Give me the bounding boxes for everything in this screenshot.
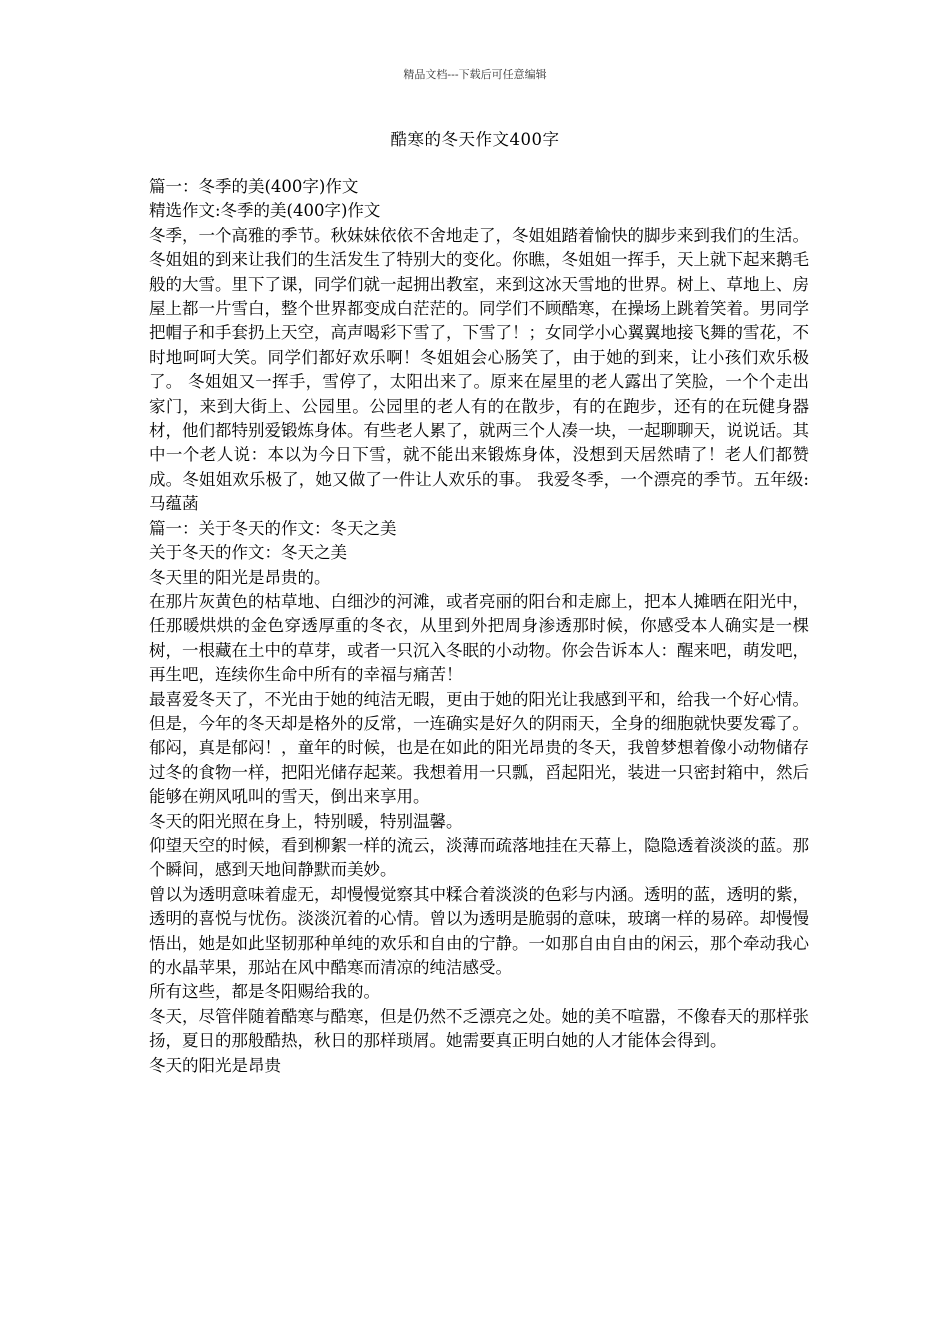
body-paragraph: 在那片灰黄色的枯草地、白细沙的河滩，或者亮丽的阳台和走廊上，把本人摊晒在阳光中，任那暖烘烘的金色穿透厚重的冬衣，从里到外把周身渗透那时候，你感受本人确实是一棵树，一根藏在土中的草芽，或者一只沉入冬眠的小动物。你会告诉本人：醒来吧，萌发吧，再生吧，连续你生命中所有的幸福与痛苦！ [149,591,809,685]
body-paragraph: 冬天，尽管伴随着酷寒与酷寒，但是仍然不乏漂亮之处。她的美不喧嚣，不像春天的那样张扬，夏日的那般酷热，秋日的那样琐屑。她需要真正明白她的人才能体会得到。 [149,1006,809,1051]
document-title: 酷寒的冬天作文400字 [390,130,560,149]
document-body [149,175,809,1078]
body-paragraph: 最喜爱冬天了，不光由于她的纯洁无暇，更由于她的阳光让我感到平和，给我一个好心情。但是，今年的冬天却是格外的反常，一连确实是好久的阴雨天，全身的细胞就快要发霉了。郁闷，真是郁闷！，童年的时候，也是在如此的阳光昂贵的冬天，我曾梦想着像小动物储存过冬的食物一样，把阳光储存起莱。我想着用一只瓢，舀起阳光，装进一只密封箱中，然后能够在朔风吼叫的雪天，倒出来享用。 [149,689,809,807]
section-subheading: 关于冬天的作文：冬天之美 [149,543,347,563]
section-subheading: 精选作文:冬季的美(400字)作文 [149,201,381,221]
section-heading: 篇一：关于冬天的作文：冬天之美 [149,518,397,538]
body-paragraph: 所有这些，都是冬阳赐给我的。 [149,982,380,1002]
body-paragraph: 冬天的阳光是昂贵 [149,1055,281,1075]
section-heading: 篇一：冬季的美(400字)作文 [149,177,359,196]
body-paragraph: 冬季，一个高雅的季节。秋妹妹依依不舍地走了，冬姐姐踏着愉快的脚步来到我们的生活。 冬姐姐的到来让我们的生活发生了特别大的变化。你瞧，冬姐姐一挥手，天上就下起来鹅毛般的大雪。里下了课，同学们就一起拥出教室，来到这冰天雪地的世界。树上、草地上、房屋上都一片雪白，整个世界都变成白茫茫的。同学们不顾酷寒，在操场上跳着笑着。男同学把帽子和手套扔上天空，高声喝彩下雪了，下雪了！；女同学小心翼翼地接飞舞的雪花，不时地呵呵大笑。同学们都好欢乐啊！冬姐姐会心肠笑了，由于她的到来，让小孩们欢乐极了。 冬姐姐又一挥手，雪停了，太阳出来了。原来在屋里的老人露出了笑脸，一个个走出家门，来到大街上、公园里。公园里的老人有的在散步，有的在跑步，还有的在玩健身器材，他们都特别爱锻炼身体。有些老人累了，就两三个人凑一块，一起聊聊天，说说话。其中一个老人说：本以为今日下雪，就不能出来锻炼身体，没想到天居然晴了！老人们都赞成。冬姐姐欢乐极了，她又做了一件让人欢乐的事。 我爱冬季，一个漂亮的季节。五年级:马蕴菡 [149,225,809,514]
body-paragraph: 曾以为透明意味着虚无，却慢慢觉察其中糅合着淡淡的色彩与内涵。透明的蓝，透明的紫，透明的喜悦与忧伤。淡淡沉着的心情。曾以为透明是脆弱的意味，玻璃一样的易碎。却慢慢悟出，她是如此坚韧那种单纯的欢乐和自由的宁静。一如那自由自由的闲云，那个牵动我心的水晶苹果，那站在风中酷寒而清凉的纯洁感受。 [149,884,809,977]
body-paragraph: 冬天里的阳光是昂贵的。 [149,567,331,587]
page-header-note: 精品文档---下载后可任意编辑 [403,68,547,81]
body-paragraph: 冬天的阳光照在身上，特别暖，特别温馨。 [149,811,463,831]
body-paragraph: 仰望天空的时候，看到柳絮一样的流云，淡薄而疏落地挂在天幕上，隐隐透着淡淡的蓝。那个瞬间，感到天地间静默而美妙。 [149,835,809,880]
